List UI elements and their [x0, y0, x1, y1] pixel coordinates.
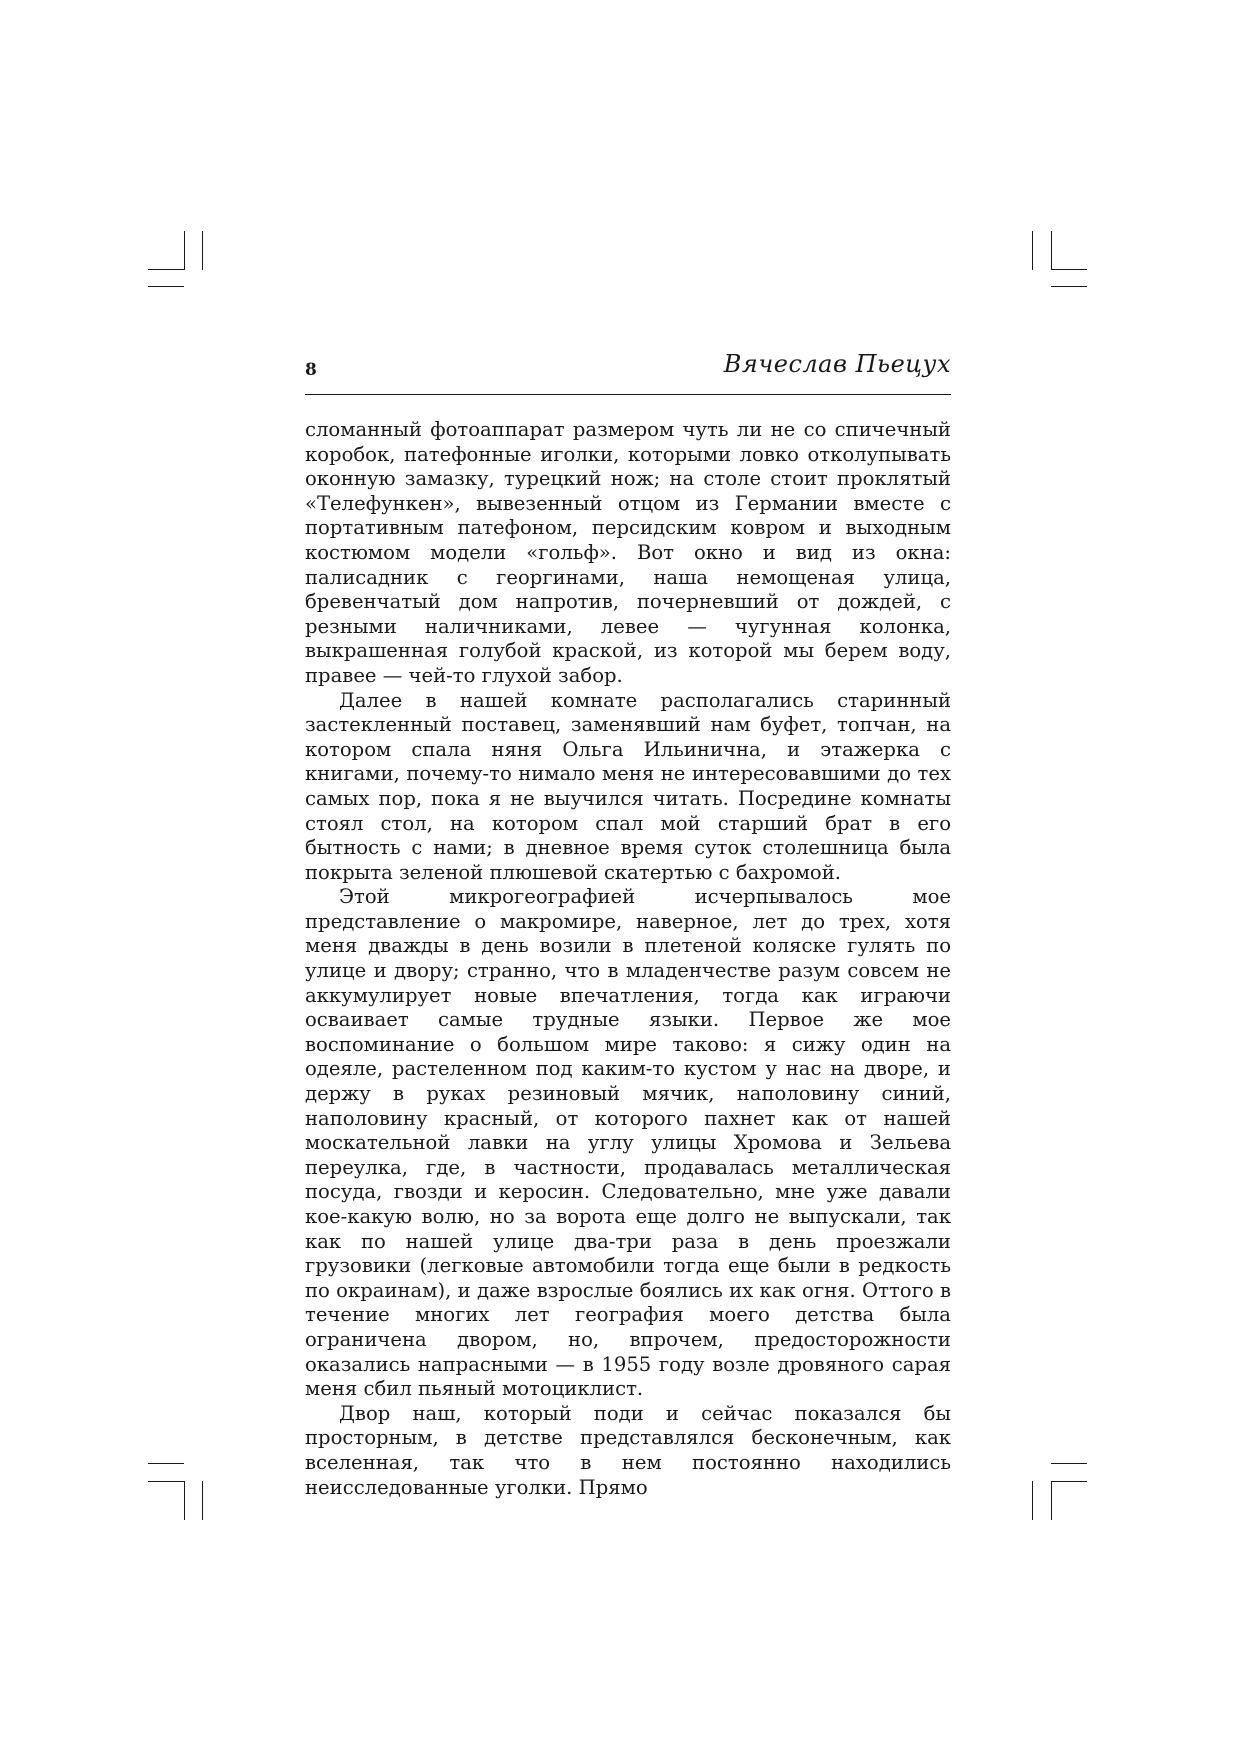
crop-mark-top-left-h2: [148, 286, 184, 287]
text-body: [305, 418, 951, 1500]
crop-mark-top-right-h: [1051, 269, 1087, 270]
page-header: [305, 350, 951, 396]
crop-mark-top-left-v2: [202, 231, 203, 270]
running-head-author: Вячеслав Пьецух: [723, 350, 951, 378]
paragraph: Этой микрогеографией исчерпывалось мое представление о макромире, наверное, лет до трех, хотя меня дважды в день возили в плетеной коляске гулять по улице и двору; странно, что в младенчестве разум совсем не аккумулирует новые впечатления, тогда как играючи осваивает самые трудные языки. Первое же мое воспоминание о большом мире таково: я сижу один на одеяле, растеленном под каким-то кустом у нас на дворе, и держу в руках резиновый мячик, наполовину синий, наполовину красный, от которого пахнет как от нашей москательной лавки на углу улицы Хромова и Зельева переулка, где, в частности, продавалась металлическая посуда, гвозди и керосин. Следовательно, мне уже давали кое-какую волю, но за ворота еще долго не выпускали, так как по нашей улице два-три раза в день проезжали грузовики (легковые автомобили тогда еще были в редкость по окраинам), и даже взрослые боялись их как огня. Оттого в течение многих лет география моего детства была ограничена двором, но, впрочем, предосторожности оказались напрасными — в 1955 году возле дровяного сарая меня сбил пьяный мотоциклист.: [305, 885, 951, 1401]
paragraph: Двор наш, который поди и сейчас показался бы просторным, в детстве представлялся бесконечным, как вселенная, так что в нем постоянно находились неисследованные уголки. Прямо: [305, 1401, 951, 1499]
crop-mark-bottom-left-v: [184, 1481, 185, 1520]
paragraph: Далее в нашей комнате располагались старинный застекленный поставец, заменявший нам буфет, топчан, на котором спала няня Ольга Ильинична, и этажерка с книгами, почему-то нимало меня не интересовавшими до тех самых пор, пока я не выучился читать. Посредине комнаты стоял стол, на котором спал мой старший брат в его бытность с нами; в дневное время суток столешница была покрыта зеленой плюшевой скатертью с бахромой.: [305, 688, 951, 884]
crop-mark-bottom-right-v: [1032, 1481, 1033, 1520]
crop-mark-bottom-left-h2: [148, 1481, 184, 1482]
crop-mark-top-right-h2: [1051, 286, 1087, 287]
crop-mark-top-left-v: [184, 231, 185, 270]
crop-mark-bottom-left-h: [148, 1463, 184, 1464]
crop-mark-top-right-v: [1032, 231, 1033, 270]
crop-mark-top-left-h: [148, 269, 184, 270]
crop-mark-bottom-right-v2: [1051, 1481, 1052, 1520]
header-rule: [305, 394, 951, 395]
crop-mark-bottom-right-h2: [1051, 1481, 1087, 1482]
crop-mark-bottom-right-h: [1051, 1463, 1087, 1464]
page-number: 8: [305, 360, 317, 380]
crop-mark-top-right-v2: [1051, 231, 1052, 270]
paragraph-continuation: сломанный фотоаппарат размером чуть ли не со спичечный коробок, патефонные иголки, которыми ловко отколупывать оконную замазку, турецкий нож; на столе стоит проклятый «Телефункен», вывезенный отцом из Германии вместе с портативным патефоном, персидским ковром и выходным костюмом модели «гольф». Вот окно и вид из окна: палисадник с георгинами, наша немощеная улица, бревенчатый дом напротив, почерневший от дождей, с резными наличниками, левее — чугунная колонка, выкрашенная голубой краской, из которой мы берем воду, правее — чей-то глухой забор.: [305, 418, 951, 687]
crop-mark-bottom-left-v2: [202, 1481, 203, 1520]
